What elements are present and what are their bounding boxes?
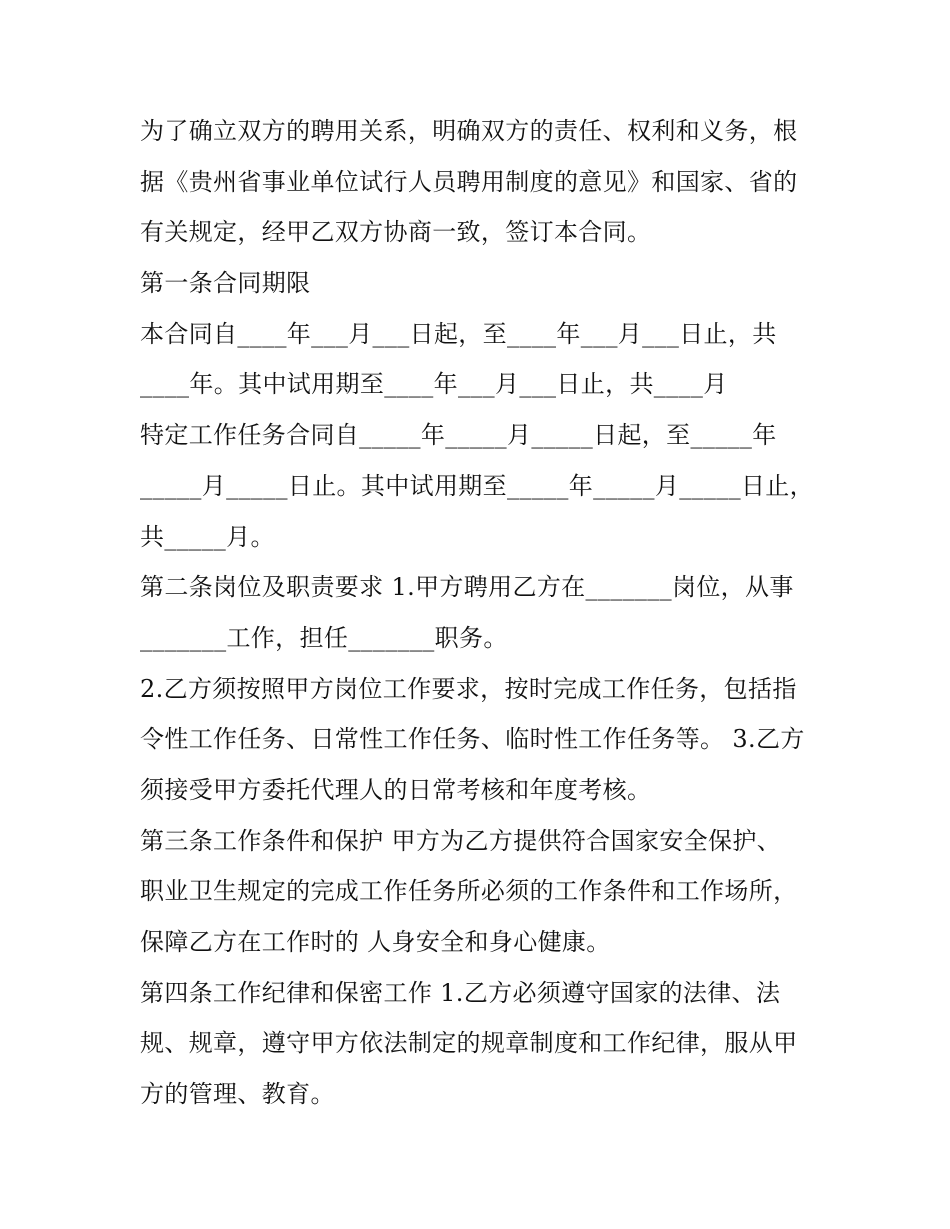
text-line: 据《贵州省事业单位试行人员聘用制度的意见》和国家、省的 xyxy=(140,167,798,196)
text-line: _______工作，担任_______职务。 xyxy=(140,623,508,652)
text-line: 令性工作任务、日常性工作任务、临时性工作任务等。 3.乙方 xyxy=(140,725,805,754)
text-line: 本合同自____年___月___日起，至____年___月___日止，共 xyxy=(140,319,777,348)
text-line: 有关规定，经甲乙双方协商一致，签订本合同。 xyxy=(140,218,652,247)
text-line: 职业卫生规定的完成工作任务所必须的工作条件和工作场所， xyxy=(140,877,798,906)
text-line: 特定工作任务合同自_____年_____月_____日起，至_____年 xyxy=(140,421,777,450)
text-line: 规、规章，遵守甲方依法制定的规章制度和工作纪律，服从甲 xyxy=(140,1029,798,1058)
text-line: 保障乙方在工作时的 人身安全和身心健康。 xyxy=(140,928,611,956)
text-line: ____年。其中试用期至____年___月___日止，共____月 xyxy=(140,370,728,399)
section-heading: 第四条工作纪律和保密工作 1.乙方必须遵守国家的法律、法 xyxy=(140,978,781,1007)
text-line: 为了确立双方的聘用关系，明确双方的责任、权利和义务，根 xyxy=(140,117,798,145)
section-heading: 第一条合同期限 xyxy=(140,269,311,298)
section-heading: 第三条工作条件和保护 甲方为乙方提供符合国家安全保护、 xyxy=(140,826,782,855)
section-heading: 第二条岗位及职责要求 1.甲方聘用乙方在_______岗位，从事 xyxy=(140,573,794,602)
text-line: _____月_____日止。其中试用期至_____年_____月_____日止， xyxy=(140,471,814,500)
text-line: 2.乙方须按照甲方岗位工作要求，按时完成工作任务，包括指 xyxy=(140,674,797,703)
text-line: 方的管理、教育。 xyxy=(140,1080,335,1109)
contract-body xyxy=(140,106,820,1120)
text-line: 共_____月。 xyxy=(140,522,275,551)
text-line: 须接受甲方委托代理人的日常考核和年度考核。 xyxy=(140,775,652,804)
